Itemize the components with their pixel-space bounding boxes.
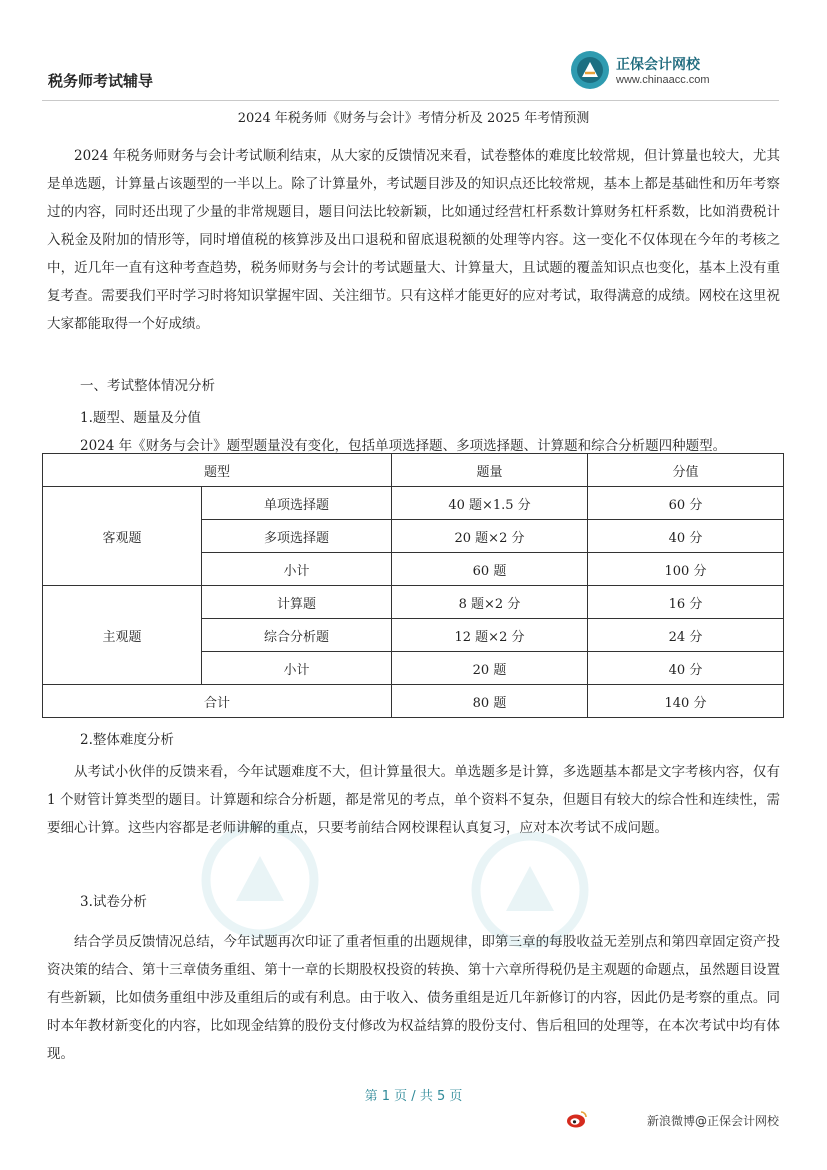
total-count-cell: 80 题 <box>392 685 588 718</box>
header-brand: 税务师考试辅导 <box>48 72 154 90</box>
count-cell: 20 题 <box>392 652 588 685</box>
weibo-icon[interactable] <box>566 1109 588 1129</box>
total-score-cell: 140 分 <box>588 685 784 718</box>
type-cell: 小计 <box>202 652 392 685</box>
type-cell: 多项选择题 <box>202 520 392 553</box>
header-cell: 题量 <box>392 454 588 487</box>
table-intro: 2024 年《财务与会计》题型题量没有变化，包括单项选择题、多项选择题、计算题和综合分析题四种题型。 <box>80 438 727 454</box>
count-cell: 20 题×2 分 <box>392 520 588 553</box>
count-cell: 60 题 <box>392 553 588 586</box>
difficulty-paragraph: 从考试小伙伴的反馈来看，今年试题难度不大，但计算量很大。单选题多是计算，多选题基本都是文字考核内容，仅有 1 个财管计算类型的题目。计算题和综合分析题，都是常见的考点，单个资料不复杂，但题目有较大的综合性和连续性，需要细心计算。这些内容都是老师讲解的重点，只要考前结合网校课程认真复习，应对本次考试不成问题。 <box>47 764 780 836</box>
score-cell: 24 分 <box>588 619 784 652</box>
count-cell: 12 题×2 分 <box>392 619 588 652</box>
header-divider <box>42 100 779 101</box>
score-cell: 40 分 <box>588 652 784 685</box>
score-cell: 100 分 <box>588 553 784 586</box>
subsection-heading: 2.整体难度分析 <box>80 732 174 748</box>
document-title: 2024 年税务师《财务与会计》考情分析及 2025 年考情预测 <box>237 111 590 126</box>
page-indicator: 第 1 页 / 共 5 页 <box>364 1089 463 1104</box>
count-cell: 8 题×2 分 <box>392 586 588 619</box>
score-cell: 60 分 <box>588 487 784 520</box>
table-header-row <box>43 454 784 487</box>
header-cell: 分值 <box>588 454 784 487</box>
type-cell: 单项选择题 <box>202 487 392 520</box>
score-cell: 16 分 <box>588 586 784 619</box>
intro-paragraph: 2024 年税务师财务与会计考试顺利结束，从大家的反馈情况来看，试卷整体的难度比较常规，但计算量也较大，尤其是单选题，计算量占该题型的一半以上。除了计算量外，考试题目涉及的知识点还比较常规，基本上都是基础性和历年考察过的内容，同时还出现了少量的非常规题目，题目问法比较新颖，比如通过经营杠杆系数计算财务杠杆系数，比如消费税计入税金及附加的情形等，同时增值税的核算涉及出口退税和留底退税额的处理等内容。这一变化不仅体现在今年的考核之中，近几年一直有这种考查趋势，税务师财务与会计的考试题量大、计算量大，且试题的覆盖知识点也变化，基本上没有重复考查。需要我们平时学习时将知识掌握牢固、关注细节。只有这样才能更好的应对考试，取得满意的成绩。网校在这里祝大家都能取得一个好成绩。 <box>47 148 780 332</box>
chinaacc-logo-icon <box>570 50 610 90</box>
table-row <box>43 487 784 520</box>
weibo-account[interactable]: 新浪微博@正保会计网校 <box>647 1114 780 1128</box>
type-cell: 小计 <box>202 553 392 586</box>
site-logo[interactable] <box>570 50 730 92</box>
type-cell: 计算题 <box>202 586 392 619</box>
table-row <box>43 586 784 619</box>
count-cell: 40 题×1.5 分 <box>392 487 588 520</box>
logo-url: www.chinaacc.com <box>616 74 710 86</box>
subsection-heading: 3.试卷分析 <box>80 894 147 910</box>
group-cell: 主观题 <box>43 586 202 685</box>
type-cell: 综合分析题 <box>202 619 392 652</box>
group-cell: 客观题 <box>43 487 202 586</box>
table-total-row <box>43 685 784 718</box>
header-cell: 题型 <box>43 454 392 487</box>
question-type-table <box>42 453 784 718</box>
section-heading: 一、考试整体情况分析 <box>80 378 215 394</box>
total-label-cell: 合计 <box>43 685 392 718</box>
subsection-heading: 1.题型、题量及分值 <box>80 410 201 426</box>
logo-name: 正保会计网校 <box>616 57 700 73</box>
score-cell: 40 分 <box>588 520 784 553</box>
exam-analysis-paragraph: 结合学员反馈情况总结，今年试题再次印证了重者恒重的出题规律，即第三章的每股收益无差别点和第四章固定资产投资决策的结合、第十三章债务重组、第十一章的长期股权投资的转换、第十六章所得税仍是主观题的命题点，虽然题目设置有些新颖，比如债务重组中涉及重组后的或有利息。由于收入、债务重组是近几年新修订的内容，因此仍是考察的重点。同时本年教材新变化的内容，比如现金结算的股份支付修改为权益结算的股份支付、售后租回的处理等，在本次考试中均有体现。 <box>47 934 780 1062</box>
